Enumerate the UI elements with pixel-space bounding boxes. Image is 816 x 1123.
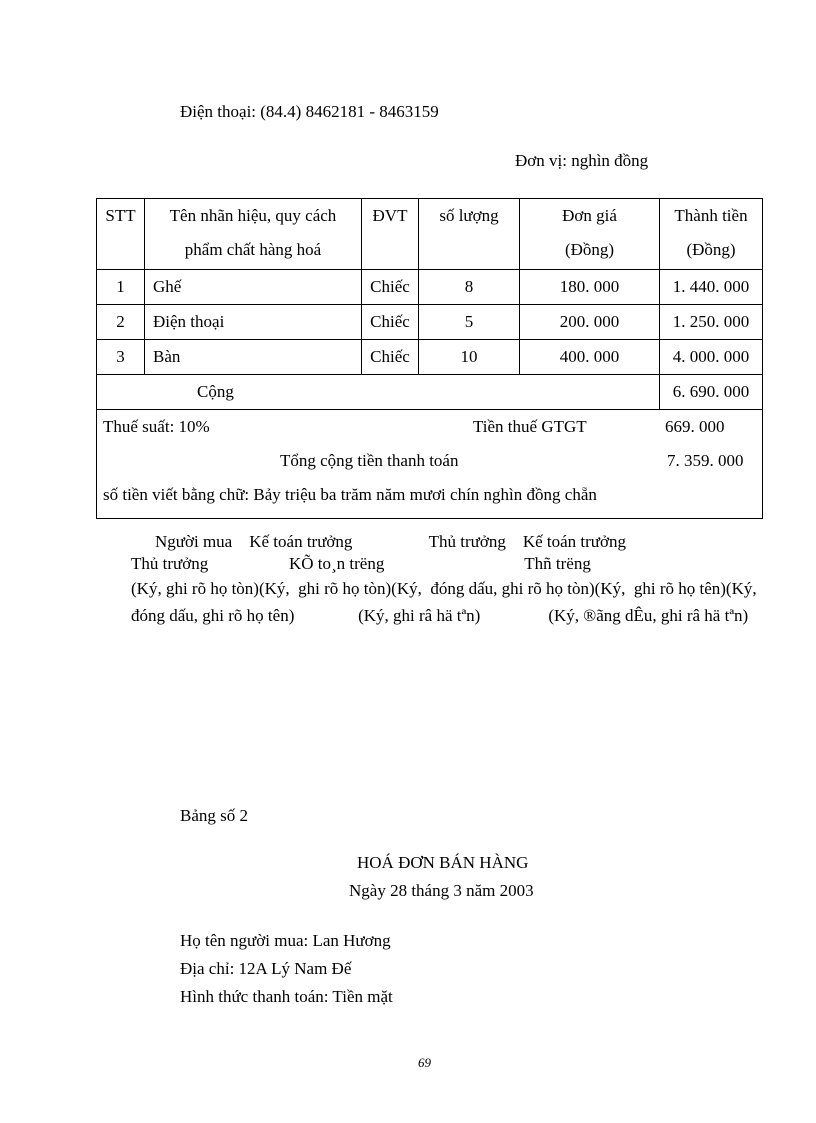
- cell-dvt: Chiếc: [362, 305, 419, 340]
- table-row: [97, 340, 763, 375]
- cell-qty: 5: [419, 305, 520, 340]
- payment-method: Hình thức thanh toán: Tiền mặt: [180, 987, 393, 1006]
- invoice-date: Ngày 28 tháng 3 năm 2003: [349, 881, 534, 900]
- subtotal-label: Cộng: [197, 382, 234, 401]
- header-total: Thành tiền (Đồng): [660, 199, 763, 270]
- signature-line-3: (Ký, ghi rõ họ tòn)(Ký, ghi rõ họ tòn)(Ký, đóng dấu, ghi rõ họ tòn)(Ký, ghi rõ họ tên)(Ký,: [131, 579, 757, 598]
- cell-total: 1. 440. 000: [660, 270, 763, 305]
- header-stt: STT: [97, 199, 145, 270]
- cell-total: 1. 250. 000: [660, 305, 763, 340]
- tax-value: 669. 000: [665, 417, 725, 436]
- cell-price: 180. 000: [520, 270, 660, 305]
- cell-dvt: Chiếc: [362, 340, 419, 375]
- cell-name: Ghế: [145, 270, 362, 305]
- table-header-row: [97, 199, 763, 270]
- subtotal-label-cell: [97, 375, 660, 410]
- cell-stt: 2: [97, 305, 145, 340]
- invoice-table: [96, 198, 763, 519]
- invoice-title: HOÁ ĐƠN BÁN HÀNG: [357, 853, 529, 872]
- signature-line-4: đóng dấu, ghi rõ họ tên) (Ký, ghi râ hä tªn) (Ký, ®ãng dÊu, ghi râ hä tªn): [131, 606, 749, 625]
- cell-stt: 1: [97, 270, 145, 305]
- page-number: 69: [418, 1055, 431, 1070]
- tax-cell: [97, 410, 763, 445]
- unit-line: Đơn vị: nghìn đồng: [515, 151, 649, 170]
- subtotal-value: 6. 690. 000: [660, 375, 763, 410]
- cell-stt: 3: [97, 340, 145, 375]
- cell-dvt: Chiếc: [362, 270, 419, 305]
- grand-total-row: [97, 444, 763, 478]
- in-words-cell: [97, 478, 763, 519]
- cell-total: 4. 000. 000: [660, 340, 763, 375]
- table-row: [97, 305, 763, 340]
- cell-name: Điện thoại: [145, 305, 362, 340]
- tax-rate-label: Thuế suất: 10%: [103, 417, 210, 436]
- cell-name: Bàn: [145, 340, 362, 375]
- grand-total-value: 7. 359. 000: [667, 451, 744, 470]
- signature-line-1: Người mua Kế toán trưởng Thủ trưởng Kế toán trưởng: [155, 532, 626, 551]
- in-words-row: [97, 478, 763, 519]
- header-name: Tên nhãn hiệu, quy cách phẩm chất hàng hoá: [145, 199, 362, 270]
- header-price: Đơn giá (Đồng): [520, 199, 660, 270]
- header-qty: số lượng: [419, 199, 520, 270]
- cell-price: 200. 000: [520, 305, 660, 340]
- tax-label: Tiền thuế GTGT: [473, 417, 587, 436]
- grand-total-label: Tổng cộng tiền thanh toán: [280, 451, 459, 470]
- grand-total-cell: [97, 444, 763, 478]
- header-dvt: ĐVT: [362, 199, 419, 270]
- table-row: [97, 270, 763, 305]
- buyer-address: Địa chỉ: 12A Lý Nam Đế: [180, 959, 352, 978]
- cell-price: 400. 000: [520, 340, 660, 375]
- table-number: Bảng số 2: [180, 806, 248, 825]
- cell-qty: 8: [419, 270, 520, 305]
- cell-qty: 10: [419, 340, 520, 375]
- phone-line: Điện thoại: (84.4) 8462181 - 8463159: [180, 102, 439, 121]
- in-words-text: số tiền viết bằng chữ: Bảy triệu ba trăm năm mươi chín nghìn đồng chẵn: [103, 485, 597, 504]
- subtotal-row: [97, 375, 763, 410]
- buyer-name: Họ tên người mua: Lan Hương: [180, 931, 391, 950]
- tax-row: [97, 410, 763, 445]
- signature-line-2: Thủ trưởng KÕ to¸n trëng Thñ trëng: [131, 554, 591, 573]
